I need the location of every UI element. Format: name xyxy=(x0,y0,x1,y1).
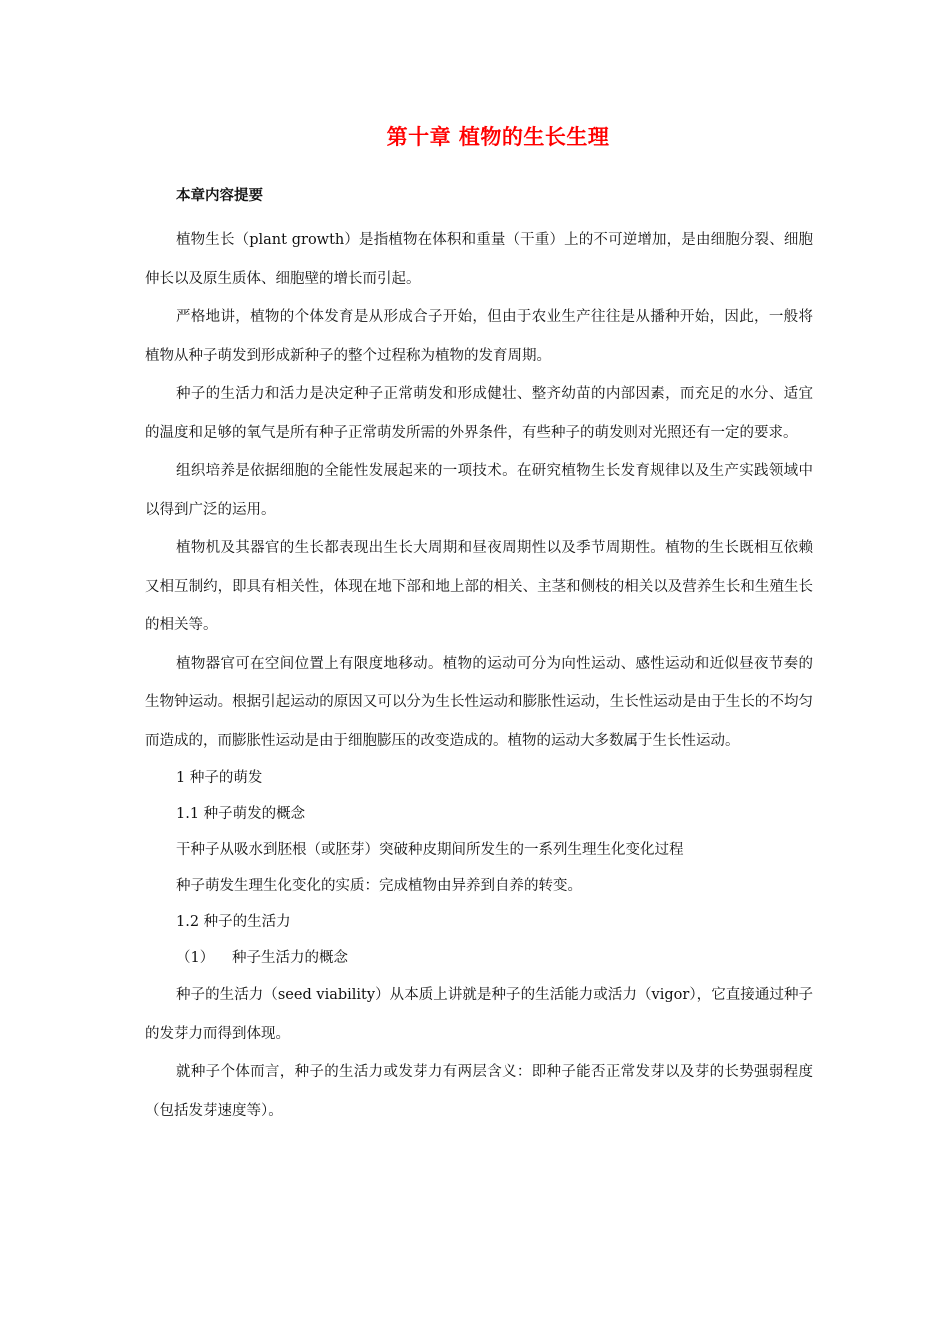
paragraph-germination-conditions: 种子的生活力和活力是决定种子正常萌发和形成健壮、整齐幼苗的内部因素，而充足的水分、适宜的温度和足够的氧气是所有种子正常萌发所需的外界条件，有些种子的萌发则对光照还有一定的要求。 xyxy=(145,386,813,441)
heading-seed-vitality: 1.2 种子的生活力 xyxy=(176,914,291,930)
paragraph-growth-periodicity: 植物机及其器官的生长都表现出生长大周期和昼夜周期性以及季节周期性。植物的生长既相互依赖又相互制约，即具有相关性，体现在地下部和地上部的相关、主茎和侧枝的相关以及营养生长和生殖生长的相关等。 xyxy=(145,540,813,633)
paragraph-seed-viability: 种子的生活力（seed viability）从本质上讲就是种子的生活能力或活力（vigor），它直接通过种子的发芽力而得到体现。 xyxy=(145,987,813,1042)
list-item-vitality-concept xyxy=(145,940,813,976)
germination-essence: 种子萌发生理生化变化的实质：完成植物由异养到自养的转变。 xyxy=(176,878,582,894)
heading-seed-germination: 1 种子的萌发 xyxy=(176,770,263,786)
heading-germination-concept: 1.1 种子萌发的概念 xyxy=(176,806,306,822)
chapter-title: 第十章 植物的生长生理 xyxy=(386,125,610,149)
paragraph-plant-movement: 植物器官可在空间位置上有限度地移动。植物的运动可分为向性运动、感性运动和近似昼夜节奏的生物钟运动。根据引起运动的原因又可以分为生长性运动和膨胀性运动，生长性运动是由于生长的不均匀而造成的，而膨胀性运动是由于细胞膨压的改变造成的。植物的运动大多数属于生长性运动。 xyxy=(145,655,813,749)
paragraph-plant-growth: 植物生长（plant growth）是指植物在体积和重量（干重）上的不可逆增加，是由细胞分裂、细胞伸长以及原生质体、细胞壁的增长而引起。 xyxy=(145,232,813,287)
list-item-number: （1） xyxy=(176,950,215,966)
list-item-text: 种子生活力的概念 xyxy=(232,950,348,966)
document-body xyxy=(145,185,813,1130)
paragraph-tissue-culture: 组织培养是依据细胞的全能性发展起来的一项技术。在研究植物生长发育规律以及生产实践领域中以得到广泛的运用。 xyxy=(145,463,813,518)
paragraph-development-cycle: 严格地讲，植物的个体发育是从形成合子开始，但由于农业生产往往是从播种开始，因此，一般将植物从种子萌发到形成新种子的整个过程称为植物的发育周期。 xyxy=(145,309,813,364)
germination-definition: 干种子从吸水到胚根（或胚芽）突破种皮期间所发生的一系列生理生化变化过程 xyxy=(176,842,684,858)
summary-heading: 本章内容提要 xyxy=(176,188,263,204)
paragraph-individual-seed: 就种子个体而言，种子的生活力或发芽力有两层含义：即种子能否正常发芽以及芽的长势强弱程度（包括发芽速度等）。 xyxy=(145,1064,813,1119)
